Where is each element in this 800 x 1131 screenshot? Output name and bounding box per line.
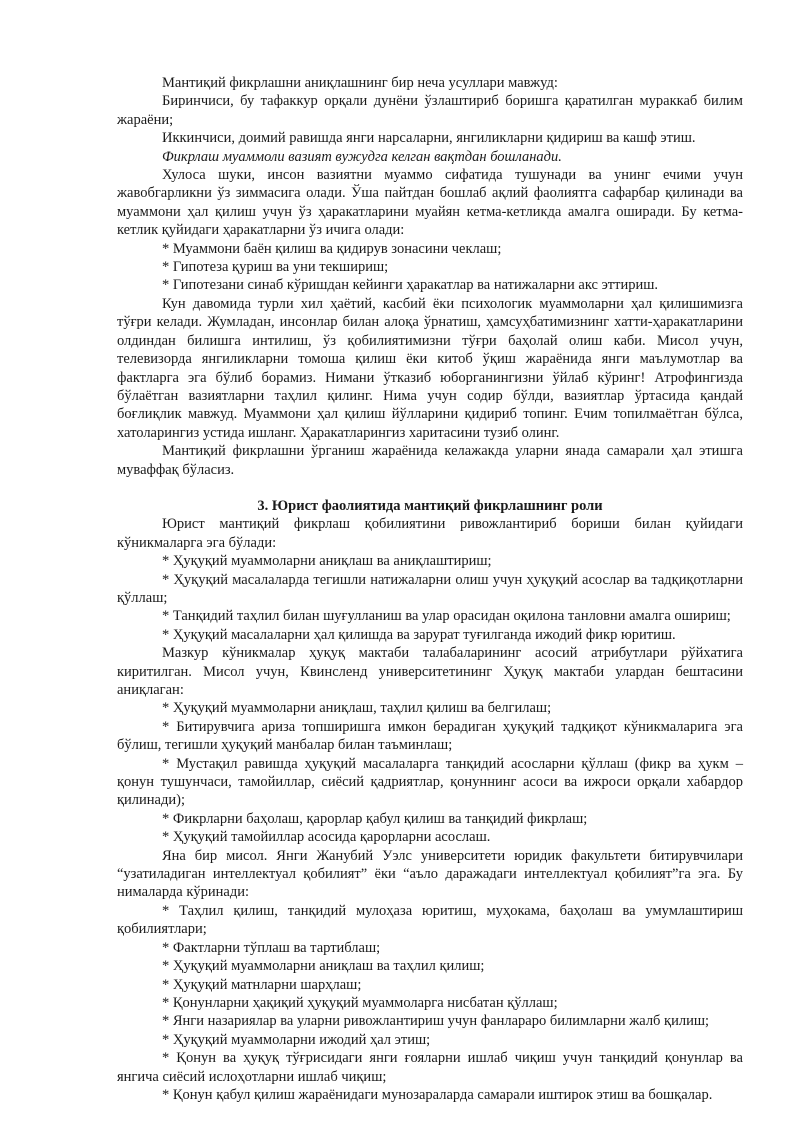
paragraph-lawyer-intro: Юрист мантиқий фикрлаш қобилиятини ривожлантириб бориши билан қуйидаги кўникмаларга эга бўлади: [117, 516, 743, 551]
bullet-item: * Мустақил равишда ҳуқуқий масалаларга танқидий асосларни қўллаш (фикр ва ҳукм – қонун тушунчаси, тамойиллар, сиёсий қадриятлар, қонуннинг асоси ва ижроси орқали хабардор қилинади); [117, 755, 743, 809]
paragraph-queensland: Мазкур кўникмалар ҳуқуқ мактаби талабаларининг асосий атрибутлари рўйхатига киритилган. Мисол учун, Квинсленд университетининг Ҳуқуқ мактаби улардан бештасини аниқлаган: [117, 645, 743, 698]
bullet-item: * Қонун ва ҳуқуқ тўғрисидаги янги ғояларни ишлаб чиқиш учун танқидий қонунлар ва янгича сиёсий ислоҳотларни ишлаб чиқиш; [117, 1050, 743, 1085]
paragraph-closing: Мантиқий фикрлашни ўрганиш жараёнида келажакда уларни янада самарали ҳал этишга муваффақ бўласиз. [117, 443, 743, 478]
bullet-item: * Таҳлил қилиш, танқидий мулоҳаза юритиш, муҳокама, баҳолаш ва умумлаштириш қобилиятлари; [117, 902, 743, 938]
bullet-item: * Муаммони баён қилиш ва қидирув зонасини чеклаш; [162, 240, 502, 257]
bullet-item: * Янги назариялар ва уларни ривожлантириш учун фанлараро билимларни жалб қилиш; [162, 1013, 710, 1030]
bullet-item: * Гипотезани синаб кўришдан кейинги ҳаракатлар ва натижаларни акс эттириш. [162, 277, 659, 294]
bullet-item: * Фактларни тўплаш ва тартиблаш; [162, 939, 381, 956]
bullet-item: * Ҳуқуқий муаммоларни аниқлаш ва аниқлаштириш; [162, 553, 492, 570]
bullet-item: * Қонунларни ҳақиқий ҳуқуқий муаммоларга нисбатан қўллаш; [162, 994, 558, 1011]
paragraph-nsw: Яна бир мисол. Янги Жанубий Уэлс университети юридик факультети битирувчилари “узатиладиган интеллектуал қобилият” ёки “аъло даражадаги интеллектуал қобилият”га эга. Бу нималарда кўринади: [117, 847, 743, 901]
bullet-item: * Ҳуқуқий матнларни шарҳлаш; [162, 976, 362, 993]
bullet-item: * Танқидий таҳлил билан шуғулланиш ва улар орасидан оқилона танловни амалга ошириш; [162, 608, 731, 625]
paragraph-intro: Мантиқий фикрлашни аниқлашнинг бир неча усуллари мавжуд: [162, 75, 558, 91]
paragraph-second: Иккинчиси, доимий равишда янги нарсаларни, янгиликларни қидириш ва кашф этиш. [162, 130, 696, 147]
bullet-item: * Ҳуқуқий масалаларда тегишли натижаларни олиш учун ҳуқуқий асослар ва тадқиқотларни қўллаш; [117, 571, 743, 606]
bullet-item: * Фикрларни баҳолаш, қарорлар қабул қилиш ва танқидий фикрлаш; [162, 810, 588, 827]
bullet-item: * Ҳуқуқий масалаларни ҳал қилишда ва зарурат туғилганда ижодий фикр юритиш. [162, 626, 676, 643]
section-heading: 3. Юрист фаолиятида мантиқий фикрлашнинг роли [257, 497, 603, 514]
paragraph-summary: Хулоса шуки, инсон вазиятни муаммо сифатида тушунади ва унинг ечими учун жавобгарликни ўз зиммасига олади. Ўша пайтдан бошлаб ақлий фаолиятга сафарбар қилинади ва муаммони ҳал қилиш учун ўз ҳаракатларини муайян кетма-кетликда амалга оширади. Бу кетма-кетлик қуйидаги ҳаракатларни ўз ичига олади: [117, 167, 743, 239]
paragraph-daily: Кун давомида турли хил ҳаётий, касбий ёки психологик муаммоларни ҳал қилишимизга тўғри келади. Жумладан, инсонлар билан алоқа ўрнатиш, ҳамсуҳбатимизнинг хатти-ҳаракатларини олдиндан билишга интилиш, ўз қобилиятимизни тўғри баҳолай олиш каби. Мисол учун, телевизорда янгиликларни томоша қилиш ёки китоб ўқиш жараёнида янги маълумотлар ва фактларга эга бўлиб борамиз. Нимани ўтказиб юборганингизни ўйлаб кўринг! Атрофингизда бўлаётган вазиятларни таҳлил қилинг. Нима учун содир бўлди, вазиятлар ўртасида қандай боғлиқлик мавжуд. Муаммони ҳал қилиш йўлларини қидириб топинг. Ечим топилмаётган бўлса, хатоларингиз устида ишланг. Ҳаракатларингиз харитасини тузиб олинг. [117, 295, 743, 441]
document-page [117, 74, 743, 1104]
paragraph-italic: Фикрлаш муаммоли вазият вужудга келган вақтдан бошланади. [162, 148, 562, 165]
paragraph-first: Биринчиси, бу тафаккур орқали дунёни ўзлаштириб боришга қаратилган мураккаб билим жараёни; [117, 93, 743, 128]
bullet-item: * Ҳуқуқий тамойиллар асосида қарорларни асослаш. [162, 829, 491, 846]
bullet-item: * Ҳуқуқий муаммоларни аниқлаш, таҳлил қилиш ва белгилаш; [162, 700, 552, 717]
bullet-item: * Ҳуқуқий муаммоларни ижодий ҳал этиш; [162, 1031, 431, 1048]
bullet-item: * Гипотеза қуриш ва уни текшириш; [162, 259, 389, 276]
bullet-item: * Ҳуқуқий муаммоларни аниқлаш ва таҳлил қилиш; [162, 958, 485, 975]
bullet-item: * Битирувчига ариза топширишга имкон берадиган ҳуқуқий тадқиқот кўникмаларига эга бўлиш, тегишли ҳуқуқий манбалар билан таъминлаш; [117, 718, 743, 754]
bullet-item: * Қонун қабул қилиш жараёнидаги мунозараларда самарали иштирок этиш ва бошқалар. [162, 1086, 713, 1103]
